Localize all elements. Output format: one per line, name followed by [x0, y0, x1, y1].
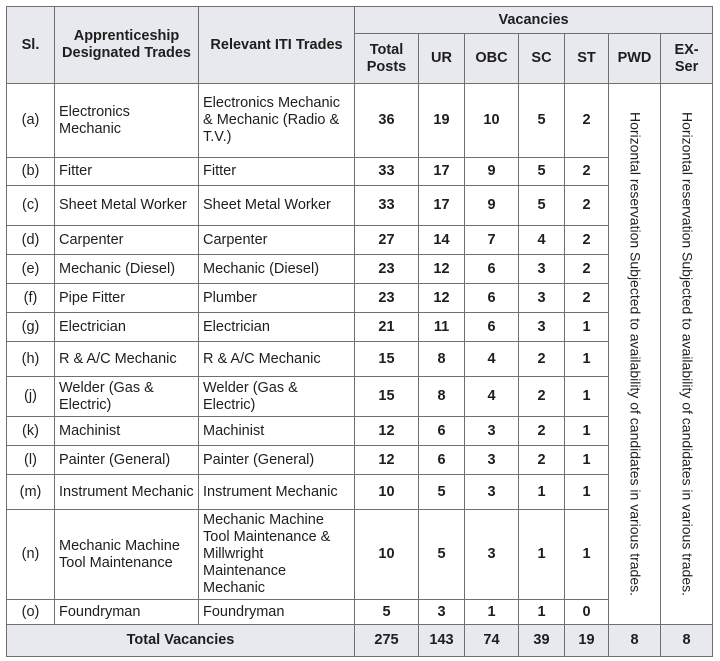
- row-st-cell: 1: [565, 313, 609, 342]
- totals-obc: 74: [465, 625, 519, 657]
- row-total-posts-cell: 12: [355, 446, 419, 475]
- header-sl: Sl.: [7, 7, 55, 84]
- row-obc-cell: 9: [465, 158, 519, 186]
- row-iti-cell: Welder (Gas & Electric): [199, 377, 355, 417]
- header-sc: SC: [519, 34, 565, 84]
- row-iti-cell: Plumber: [199, 284, 355, 313]
- row-trade-cell: Carpenter: [55, 226, 199, 255]
- row-st-cell: 1: [565, 342, 609, 377]
- header-obc: OBC: [465, 34, 519, 84]
- row-ur-cell: 3: [419, 600, 465, 625]
- row-ur-cell: 11: [419, 313, 465, 342]
- row-st-cell: 1: [565, 417, 609, 446]
- row-sl-cell: (j): [7, 377, 55, 417]
- totals-sc: 39: [519, 625, 565, 657]
- row-sl-cell: (e): [7, 255, 55, 284]
- row-sl-cell: (d): [7, 226, 55, 255]
- row-st-cell: 2: [565, 226, 609, 255]
- table-row: [7, 84, 713, 158]
- row-st-cell: 1: [565, 510, 609, 600]
- row-sc-cell: 5: [519, 84, 565, 158]
- row-sc-cell: 2: [519, 342, 565, 377]
- row-total-posts-cell: 12: [355, 417, 419, 446]
- row-obc-cell: 9: [465, 186, 519, 226]
- row-iti-cell: Electrician: [199, 313, 355, 342]
- header-iti-trades: Relevant ITI Trades: [199, 7, 355, 84]
- row-sc-cell: 1: [519, 510, 565, 600]
- row-trade-cell: Welder (Gas & Electric): [55, 377, 199, 417]
- row-sl-cell: (n): [7, 510, 55, 600]
- row-st-cell: 2: [565, 158, 609, 186]
- header-ur: UR: [419, 34, 465, 84]
- row-obc-cell: 3: [465, 417, 519, 446]
- row-iti-cell: Sheet Metal Worker: [199, 186, 355, 226]
- table-row: [7, 158, 713, 186]
- row-total-posts-cell: 15: [355, 342, 419, 377]
- totals-pwd: 8: [609, 625, 661, 657]
- row-total-posts-cell: 23: [355, 255, 419, 284]
- row-iti-cell: Fitter: [199, 158, 355, 186]
- header-ex-ser: EX-Ser: [661, 34, 713, 84]
- header-st: ST: [565, 34, 609, 84]
- table-row: [7, 186, 713, 226]
- row-iti-cell: Instrument Mechanic: [199, 475, 355, 510]
- pwd-note-cell: [609, 84, 661, 625]
- table-body: [7, 84, 713, 625]
- row-iti-cell: Foundryman: [199, 600, 355, 625]
- row-st-cell: 1: [565, 377, 609, 417]
- row-ur-cell: 8: [419, 342, 465, 377]
- row-sc-cell: 5: [519, 158, 565, 186]
- row-total-posts-cell: 15: [355, 377, 419, 417]
- totals-total-posts: 275: [355, 625, 419, 657]
- header-total-posts: Total Posts: [355, 34, 419, 84]
- row-trade-cell: Mechanic (Diesel): [55, 255, 199, 284]
- row-sl-cell: (a): [7, 84, 55, 158]
- row-total-posts-cell: 21: [355, 313, 419, 342]
- row-obc-cell: 3: [465, 510, 519, 600]
- row-iti-cell: Electronics Mechanic & Mechanic (Radio & T.V.): [199, 84, 355, 158]
- table-row: [7, 377, 713, 417]
- row-st-cell: 1: [565, 446, 609, 475]
- row-obc-cell: 10: [465, 84, 519, 158]
- row-sc-cell: 1: [519, 475, 565, 510]
- row-obc-cell: 1: [465, 600, 519, 625]
- row-total-posts-cell: 36: [355, 84, 419, 158]
- table-row: [7, 600, 713, 625]
- row-iti-cell: Painter (General): [199, 446, 355, 475]
- table-row: [7, 284, 713, 313]
- row-sc-cell: 2: [519, 417, 565, 446]
- row-obc-cell: 4: [465, 377, 519, 417]
- row-obc-cell: 6: [465, 284, 519, 313]
- row-ur-cell: 12: [419, 284, 465, 313]
- row-sl-cell: (l): [7, 446, 55, 475]
- row-sl-cell: (g): [7, 313, 55, 342]
- totals-ur: 143: [419, 625, 465, 657]
- row-trade-cell: Sheet Metal Worker: [55, 186, 199, 226]
- header-vacancies: Vacancies: [355, 7, 713, 34]
- row-total-posts-cell: 5: [355, 600, 419, 625]
- row-iti-cell: Mechanic (Diesel): [199, 255, 355, 284]
- row-st-cell: 2: [565, 186, 609, 226]
- row-trade-cell: Pipe Fitter: [55, 284, 199, 313]
- row-iti-cell: Mechanic Machine Tool Maintenance & Millwright Maintenance Mechanic: [199, 510, 355, 600]
- row-ur-cell: 5: [419, 475, 465, 510]
- row-sl-cell: (c): [7, 186, 55, 226]
- row-iti-cell: Carpenter: [199, 226, 355, 255]
- row-sc-cell: 3: [519, 255, 565, 284]
- row-sl-cell: (o): [7, 600, 55, 625]
- row-trade-cell: Instrument Mechanic: [55, 475, 199, 510]
- row-sc-cell: 3: [519, 313, 565, 342]
- row-total-posts-cell: 10: [355, 510, 419, 600]
- row-ur-cell: 6: [419, 446, 465, 475]
- row-sc-cell: 4: [519, 226, 565, 255]
- table-row: [7, 446, 713, 475]
- row-iti-cell: R & A/C Mechanic: [199, 342, 355, 377]
- row-sc-cell: 3: [519, 284, 565, 313]
- row-ur-cell: 19: [419, 84, 465, 158]
- row-st-cell: 2: [565, 284, 609, 313]
- table-row: [7, 313, 713, 342]
- header-pwd: PWD: [609, 34, 661, 84]
- row-obc-cell: 6: [465, 313, 519, 342]
- row-ur-cell: 8: [419, 377, 465, 417]
- table-row: [7, 342, 713, 377]
- row-trade-cell: Fitter: [55, 158, 199, 186]
- row-ur-cell: 6: [419, 417, 465, 446]
- row-obc-cell: 3: [465, 475, 519, 510]
- row-sl-cell: (k): [7, 417, 55, 446]
- totals-label: Total Vacancies: [7, 625, 355, 657]
- row-total-posts-cell: 33: [355, 158, 419, 186]
- table-row: [7, 510, 713, 600]
- row-ur-cell: 14: [419, 226, 465, 255]
- row-iti-cell: Machinist: [199, 417, 355, 446]
- row-sl-cell: (f): [7, 284, 55, 313]
- row-sc-cell: 2: [519, 446, 565, 475]
- row-sc-cell: 2: [519, 377, 565, 417]
- row-obc-cell: 4: [465, 342, 519, 377]
- row-total-posts-cell: 10: [355, 475, 419, 510]
- row-total-posts-cell: 33: [355, 186, 419, 226]
- totals-row: [7, 625, 713, 657]
- row-sl-cell: (b): [7, 158, 55, 186]
- row-obc-cell: 3: [465, 446, 519, 475]
- row-st-cell: 2: [565, 255, 609, 284]
- row-sl-cell: (m): [7, 475, 55, 510]
- row-st-cell: 1: [565, 475, 609, 510]
- row-sc-cell: 5: [519, 186, 565, 226]
- vacancy-table: [6, 6, 713, 657]
- table-row: [7, 226, 713, 255]
- ex-ser-note-text: Horizontal reservation Subjected to availability of candidates in various trades.: [679, 111, 696, 597]
- row-trade-cell: R & A/C Mechanic: [55, 342, 199, 377]
- row-total-posts-cell: 27: [355, 226, 419, 255]
- totals-ex-ser: 8: [661, 625, 713, 657]
- row-total-posts-cell: 23: [355, 284, 419, 313]
- row-trade-cell: Mechanic Machine Tool Maintenance: [55, 510, 199, 600]
- row-st-cell: 0: [565, 600, 609, 625]
- row-sl-cell: (h): [7, 342, 55, 377]
- row-st-cell: 2: [565, 84, 609, 158]
- header-apprenticeship-trades: Apprenticeship Designated Trades: [55, 7, 199, 84]
- row-obc-cell: 7: [465, 226, 519, 255]
- row-ur-cell: 12: [419, 255, 465, 284]
- vacancy-table-container: [6, 6, 713, 657]
- row-trade-cell: Foundryman: [55, 600, 199, 625]
- row-obc-cell: 6: [465, 255, 519, 284]
- row-trade-cell: Painter (General): [55, 446, 199, 475]
- row-trade-cell: Machinist: [55, 417, 199, 446]
- table-row: [7, 475, 713, 510]
- row-ur-cell: 17: [419, 186, 465, 226]
- table-row: [7, 255, 713, 284]
- row-ur-cell: 17: [419, 158, 465, 186]
- row-ur-cell: 5: [419, 510, 465, 600]
- row-trade-cell: Electronics Mechanic: [55, 84, 199, 158]
- totals-st: 19: [565, 625, 609, 657]
- table-row: [7, 417, 713, 446]
- row-trade-cell: Electrician: [55, 313, 199, 342]
- pwd-note-text: Horizontal reservation Subjected to availability of candidates in various trades.: [627, 111, 643, 597]
- row-sc-cell: 1: [519, 600, 565, 625]
- ex-ser-note-cell: [661, 84, 713, 625]
